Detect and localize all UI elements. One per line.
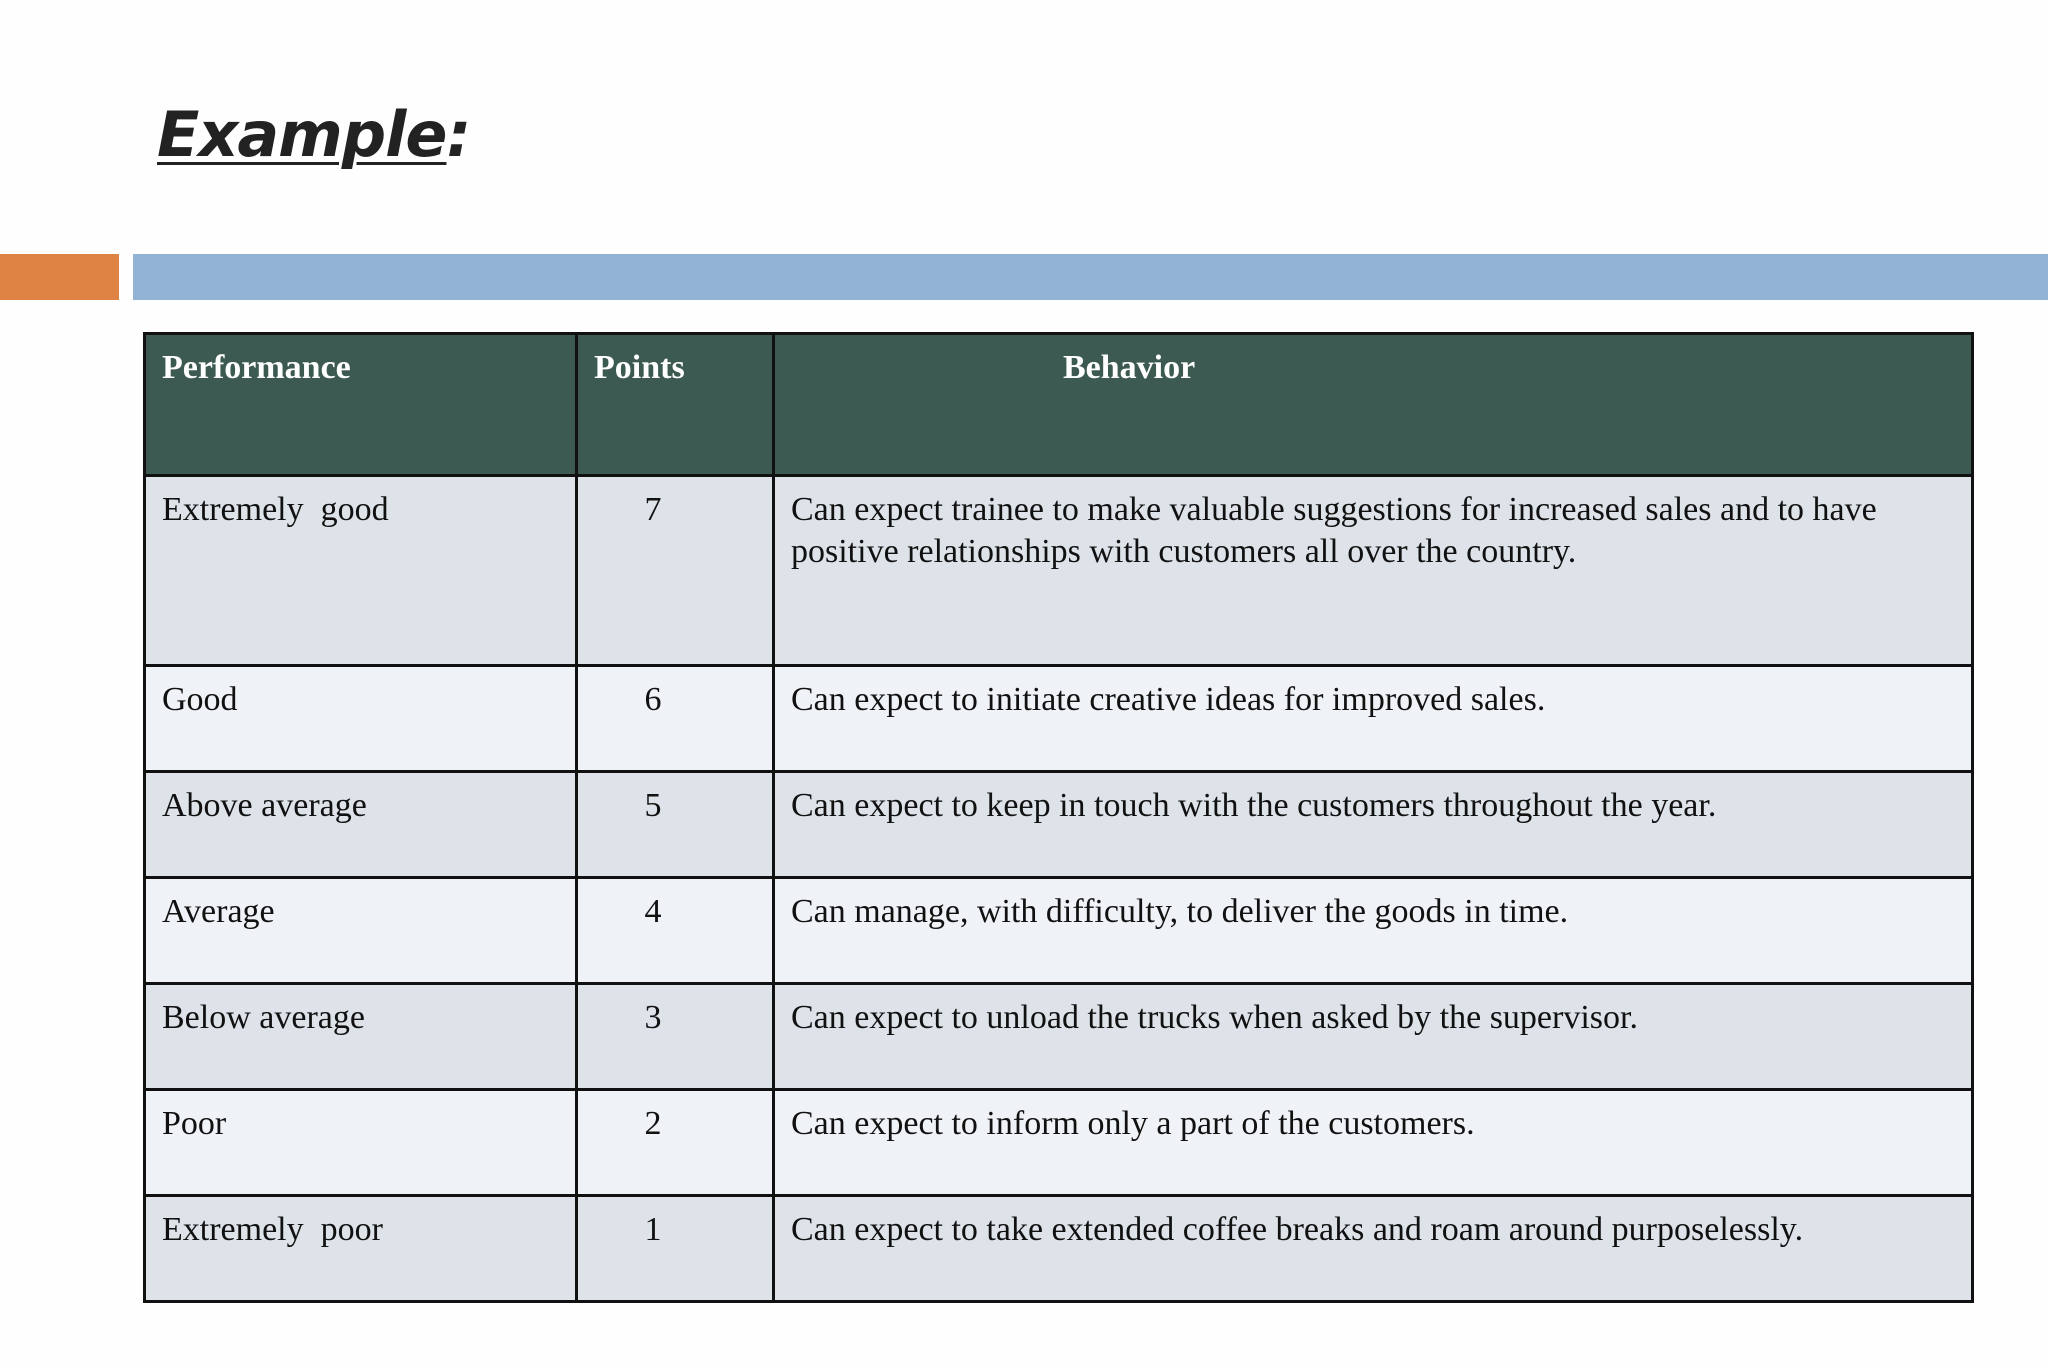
- points-cell: 3: [577, 984, 774, 1090]
- performance-cell: Above average: [145, 772, 577, 878]
- performance-cell: Below average: [145, 984, 577, 1090]
- table-row: [145, 476, 1973, 666]
- points-cell: 4: [577, 878, 774, 984]
- behavior-cell: Can expect to take extended coffee breaks and roam around purposelessly.: [774, 1196, 1973, 1302]
- table-row: [145, 1196, 1973, 1302]
- slide-title: [157, 98, 471, 171]
- points-cell: 6: [577, 666, 774, 772]
- performance-table: [143, 332, 1974, 1303]
- behavior-cell: Can expect to keep in touch with the customers throughout the year.: [774, 772, 1973, 878]
- blue-accent-bar: [133, 254, 2048, 300]
- header-behavior: Behavior: [774, 334, 1973, 476]
- table-row: [145, 772, 1973, 878]
- title-word: Example: [157, 98, 447, 171]
- performance-cell: Extremely poor: [145, 1196, 577, 1302]
- table-row: [145, 666, 1973, 772]
- behavior-cell: Can expect trainee to make valuable suggestions for increased sales and to have positive relationships with customers all over the country.: [774, 476, 1973, 666]
- table-row: [145, 984, 1973, 1090]
- orange-accent-bar: [0, 254, 119, 300]
- table-header-row: [145, 334, 1973, 476]
- points-cell: 2: [577, 1090, 774, 1196]
- points-cell: 5: [577, 772, 774, 878]
- points-cell: 7: [577, 476, 774, 666]
- title-colon: :: [446, 98, 471, 171]
- behavior-cell: Can expect to unload the trucks when asked by the supervisor.: [774, 984, 1973, 1090]
- table-row: [145, 878, 1973, 984]
- table-row: [145, 1090, 1973, 1196]
- header-points: Points: [577, 334, 774, 476]
- performance-cell: Poor: [145, 1090, 577, 1196]
- performance-cell: Extremely good: [145, 476, 577, 666]
- points-cell: 1: [577, 1196, 774, 1302]
- performance-cell: Average: [145, 878, 577, 984]
- behavior-cell: Can expect to initiate creative ideas for improved sales.: [774, 666, 1973, 772]
- behavior-cell: Can expect to inform only a part of the customers.: [774, 1090, 1973, 1196]
- header-performance: Performance: [145, 334, 577, 476]
- performance-cell: Good: [145, 666, 577, 772]
- behavior-cell: Can manage, with difficulty, to deliver the goods in time.: [774, 878, 1973, 984]
